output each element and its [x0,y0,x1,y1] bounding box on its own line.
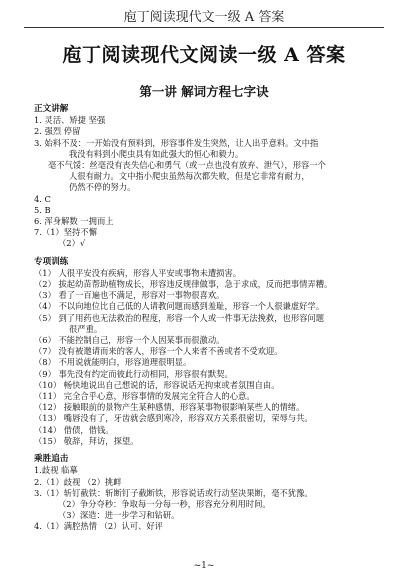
text-line: 很严重。 [69,323,103,334]
text-line: 4. C [34,193,51,204]
section-zhengwen [34,115,379,249]
text-line: 1.歧视 临摹 [34,465,78,476]
text-line: 2.（1）歧视 （2）挑衅 [34,476,122,487]
text-line: （10） 畅快地说出自己想说的话，形容说话无拘束或者氛围自由。 [34,379,280,390]
text-line: （14） 借债，借钱。 [34,424,114,435]
text-line: （2）√ [58,238,86,249]
text-line: 2. 强烈 停留 [34,126,81,137]
text-line: 毫不气馁：丝毫没有丧失信心和勇气（或一点也没有放弃、泄气），形容一个 [48,160,326,171]
text-line: （9） 事先没有约定而彼此行动相同，形容很有默契。 [34,368,233,379]
section-zhuanxiang [34,268,379,447]
page-number: ~1~ [193,561,215,571]
text-line: （2）争分夺秒：争取每一分每一秒，形容充分利用时间。 [58,498,271,509]
section-heading-zhengwen: 正文讲解 [34,104,69,114]
running-header: 庖丁阅读现代文一级 A 答案 [123,10,285,25]
text-line: （2） 拔起幼苗帮助植物成长，形容违反规律做事，急于求成，反而把事情弄糟。 [34,279,333,290]
text-line: 3. 始料不及：一开始没有预料到，形容事件发生突然，让人出乎意料。文中指 [34,137,319,148]
section-chengsheng [34,465,379,532]
text-line: （3）深造：进一步学习和钻研。 [58,510,180,521]
document-body [34,103,379,533]
lecture-title: 第一讲 解词方程七字诀 [139,84,269,99]
text-line: （7） 没有被邀请而来的客人，形容一个人来者不善或者不受欢迎。 [34,346,283,357]
text-line: （4） 不以向地位比自己低的人请教问题而感到羞耻，形容一个人很谦虚好学。 [34,301,325,312]
text-line: （15） 敬辞，拜访，探望。 [34,435,139,446]
text-line: 人很有耐力。文中指小爬虫虽然每次都失败，但是它非常有耐力， [69,171,310,182]
text-line: （13） 嘴唇没有了，牙齿就会感到寒冷，形容双方关系很密切，荣辱与共。 [34,413,313,424]
text-line: （12） 接触眼前的景物产生某种感情，形容某事物很影响某些人的情绪。 [34,402,305,413]
header-rule [24,27,384,28]
section-heading-chengsheng: 乘胜追击 [34,454,69,465]
text-line: 仍然不停的努力。 [69,182,136,193]
text-line: （8） 不用说就能明白，形容道理很明显。 [34,357,192,368]
text-line: 7.（1）坚持不懈 [34,227,97,238]
document-title: 庖丁阅读现代文阅读一级 A 答案 [62,44,346,66]
text-line: 6. 浑身解数 一拥而上 [34,216,114,227]
section-heading-zhuanxiang: 专项训练 [34,256,69,267]
text-line: 3.（1）斩钉截铁：斩断钉子截断铁，形容说话或行动坚决果断，毫不犹豫。 [34,487,313,498]
text-line: 我没有料到小爬虫具有如此强大的恒心和毅力。 [69,148,244,159]
text-line: （6） 不能控制自己，形容一个人因某事而很激动。 [34,335,225,346]
text-line: （1） 人很平安没有疾病，形容人平安或事物未遭损害。 [34,267,242,278]
text-line: 1. 灵活、矫捷 坚强 [34,115,106,126]
text-line: 5. B [34,204,51,215]
text-line: （11） 完全合乎心意，形容事情的发展完全符合人的心意。 [34,391,255,402]
text-line: 4.（1）满腔热情 （2）认可、好评 [34,521,163,532]
text-line: （5） 到了用药也无法救治的程度，形容一个人或一件事无法挽救，也形容问题 [34,312,325,323]
text-line: （3） 看了一百遍也不满足，形容对一事物很喜欢。 [34,290,225,301]
